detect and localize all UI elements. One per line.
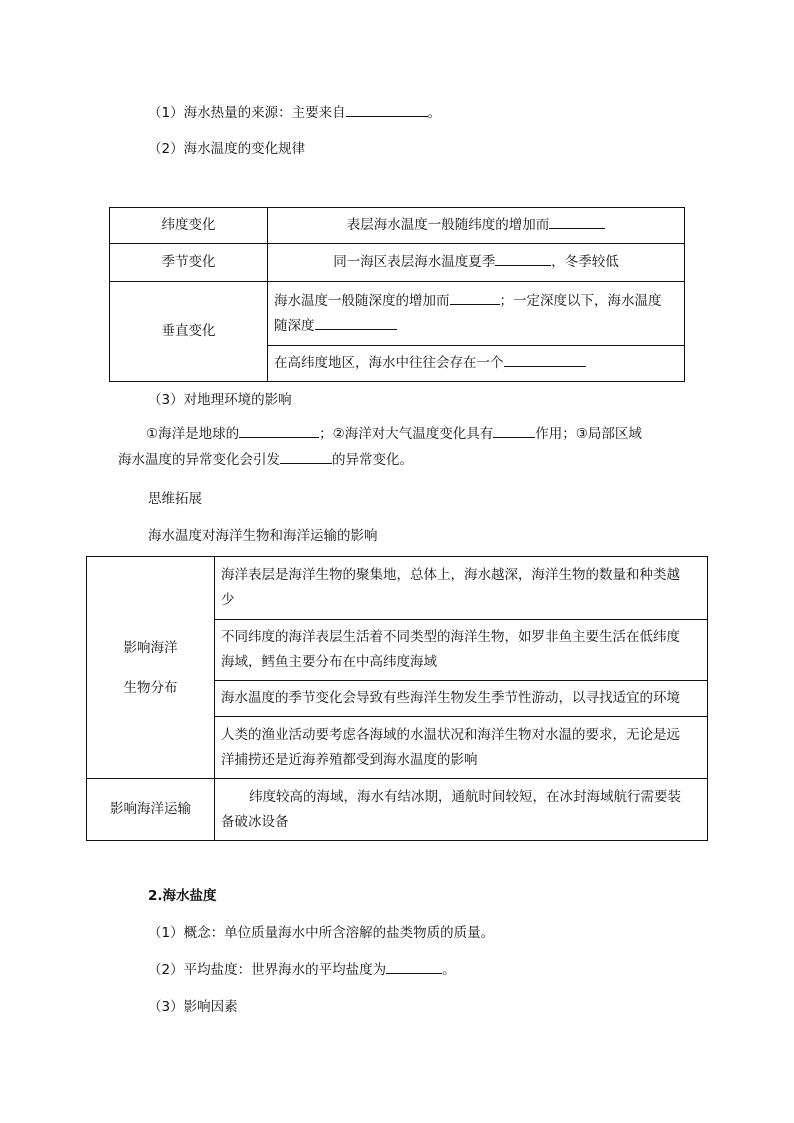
row-label: 纬度变化 [110, 208, 268, 244]
row-content: 人类的渔业活动要考虑各海域的水温状况和海洋生物对水温的要求，无论是远 洋捕捞还是近海养殖都受到海水温度的影响 [215, 717, 708, 779]
ocean-impact-table [86, 556, 708, 841]
impact-paragraph: ①海洋是地球的 ；②海洋对大气温度变化具有 作用；③局部区域 海水温度的异常变化会引发 的异常变化。 [118, 426, 642, 468]
question-heat-source [148, 101, 441, 121]
question-influencing-factors: （3）影响因素 [148, 999, 238, 1015]
answer-blank[interactable] [504, 354, 586, 367]
answer-blank[interactable] [346, 104, 428, 117]
row-content: 海水温度一般随深度的增加而 ；一定深度以下，海水温度 随深度 [268, 282, 685, 346]
question-average-salinity: （2）平均盐度：世界海水的平均盐度为 。 [148, 962, 456, 978]
row-content: 海水温度的季节变化会导致有些海洋生物发生季节性游动，以寻找适宜的环境 [215, 681, 708, 717]
table-row [87, 557, 708, 620]
row-content: 同一海区表层海水温度夏季 ，冬季较低 [268, 244, 685, 282]
question-environment-impact: （3）对地理环境的影响 [148, 392, 292, 408]
question-text: （1）海水热量的来源：主要来自 [148, 105, 346, 121]
row-content: 表层海水温度一般随纬度的增加而 [268, 208, 685, 244]
row-content: 海洋表层是海洋生物的聚集地，总体上，海水越深，海洋生物的数量和种类越 少 [215, 557, 708, 620]
table-row [110, 208, 685, 244]
answer-blank[interactable] [450, 292, 500, 305]
answer-blank[interactable] [315, 317, 397, 330]
extension-subtitle: 海水温度对海洋生物和海洋运输的影响 [148, 528, 378, 544]
row-content: 不同纬度的海洋表层生活着不同类型的海洋生物，如罗非鱼主要生活在低纬度 海域，鳕鱼主要分布在中高纬度海域 [215, 620, 708, 681]
section-salinity-title: 2.海水盐度 [148, 888, 217, 904]
row-label: 影响海洋运输 [87, 779, 215, 841]
question-salinity-concept: （1）概念：单位质量海水中所含溶解的盐类物质的质量。 [148, 925, 495, 941]
row-label: 影响海洋 生物分布 [87, 557, 215, 779]
answer-blank[interactable] [493, 425, 535, 438]
answer-blank[interactable] [495, 253, 551, 266]
answer-blank[interactable] [549, 216, 605, 229]
answer-blank[interactable] [386, 961, 442, 974]
row-content: 在高纬度地区，海水中往往会存在一个 [268, 346, 685, 382]
question-temperature-rules: （2）海水温度的变化规律 [148, 141, 306, 157]
table-row [110, 282, 685, 346]
answer-blank[interactable] [280, 451, 332, 464]
row-label: 垂直变化 [110, 282, 268, 382]
extension-title: 思维拓展 [148, 491, 202, 507]
table-row [87, 779, 708, 841]
row-content: 纬度较高的海域，海水有结冰期，通航时间较短，在冰封海域航行需要装 备破冰设备 [215, 779, 708, 841]
row-label: 季节变化 [110, 244, 268, 282]
punctuation: 。 [427, 105, 442, 121]
answer-blank[interactable] [239, 425, 319, 438]
table-row [110, 244, 685, 282]
temperature-rules-table [109, 207, 685, 382]
